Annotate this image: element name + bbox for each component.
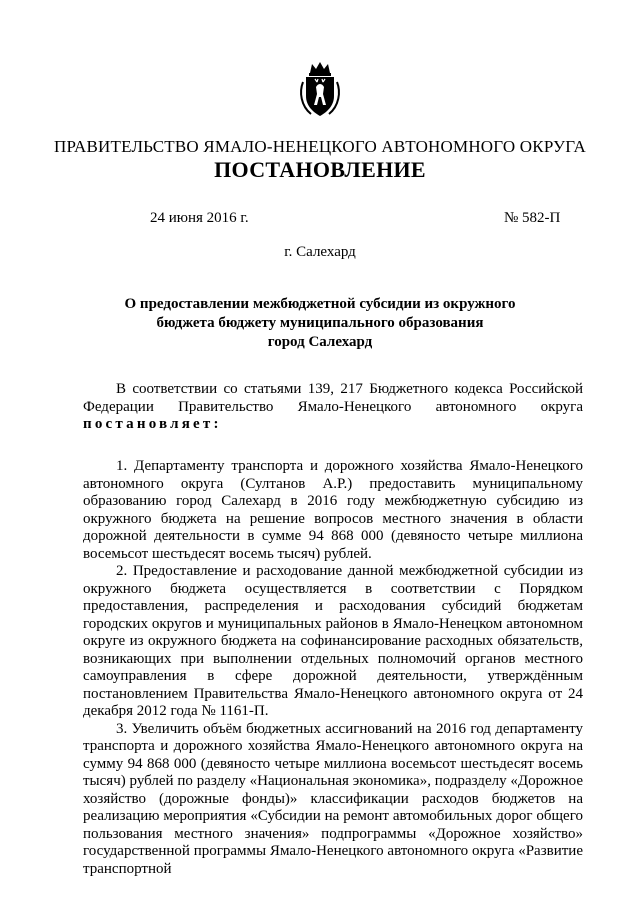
heading-line: О предоставлении межбюджетной субсидии из окружного (124, 296, 516, 312)
document-number: № 582-П (504, 210, 561, 226)
heading-line: город Салехард (267, 334, 373, 350)
resolution-item-2: 2. Предоставление и расходование данной межбюджетной субсидии из окружного бюджета осуществляется в соответствии с Порядком предоставления, распределения и расходования субсидий бюджетам городских округов и муниципальных районов в Ямало-Ненецком автономном округе из окружного бюджета на софинансирование расходных обязательств, возникающих при выполнении отдельных полномочий органов местного самоуправления в сфере дорожной деятельности, утверждённым постановлением Правительства Ямало-Ненецкого автономного округа от 24 декабря 2012 года № 1161-П. (83, 563, 583, 719)
organization-title: ПРАВИТЕЛЬСТВО ЯМАЛО-НЕНЕЦКОГО АВТОНОМНОГО ОКРУГА (54, 137, 586, 156)
document-city: г. Салехард (284, 244, 356, 260)
resolution-word: постановляет: (83, 416, 222, 432)
preamble (83, 381, 583, 434)
resolution-item-1: 1. Департаменту транспорта и дорожного хозяйства Ямало-Ненецкого автономного округа (Султанов А.Р.) предоставить муниципальному образованию город Салехард в 2016 году межбюджетную субсидию из окружного бюджета на решение вопросов местного значения в области дорожной деятельности в сумме 94 868 000 (девяносто четыре миллиона восемьсот шестьдесят восемь тысяч) рублей. (83, 458, 583, 562)
resolution-items (83, 458, 583, 878)
document-date: 24 июня 2016 г. (150, 210, 249, 226)
coat-of-arms-icon (297, 60, 343, 120)
document-heading (120, 295, 520, 352)
heading-line: бюджета бюджету муниципального образования (156, 315, 484, 331)
resolution-item-3: 3. Увеличить объём бюджетных ассигнований на 2016 год департаменту транспорта и дорожного хозяйства Ямало-Ненецкого автономного округа на сумму 94 868 000 (девяносто четыре миллиона восемьсот шестьдесят восемь тысяч) рублей по разделу «Национальная экономика», подразделу «Дорожное хозяйство (дорожные фонды)» классификации расходов бюджетов на реализацию мероприятия «Субсидии на ремонт автомобильных дорог общего пользования местного значения» подпрограммы «Дорожное хозяйство» государственной программы Ямало-Ненецкого автономного округа «Развитие транспортной (83, 720, 583, 877)
document-type: ПОСТАНОВЛЕНИЕ (214, 157, 426, 182)
preamble-text: В соответствии со статьями 139, 217 Бюджетного кодекса Российской Федерации Правительство Ямало-Ненецкого автономного округа (83, 381, 583, 415)
